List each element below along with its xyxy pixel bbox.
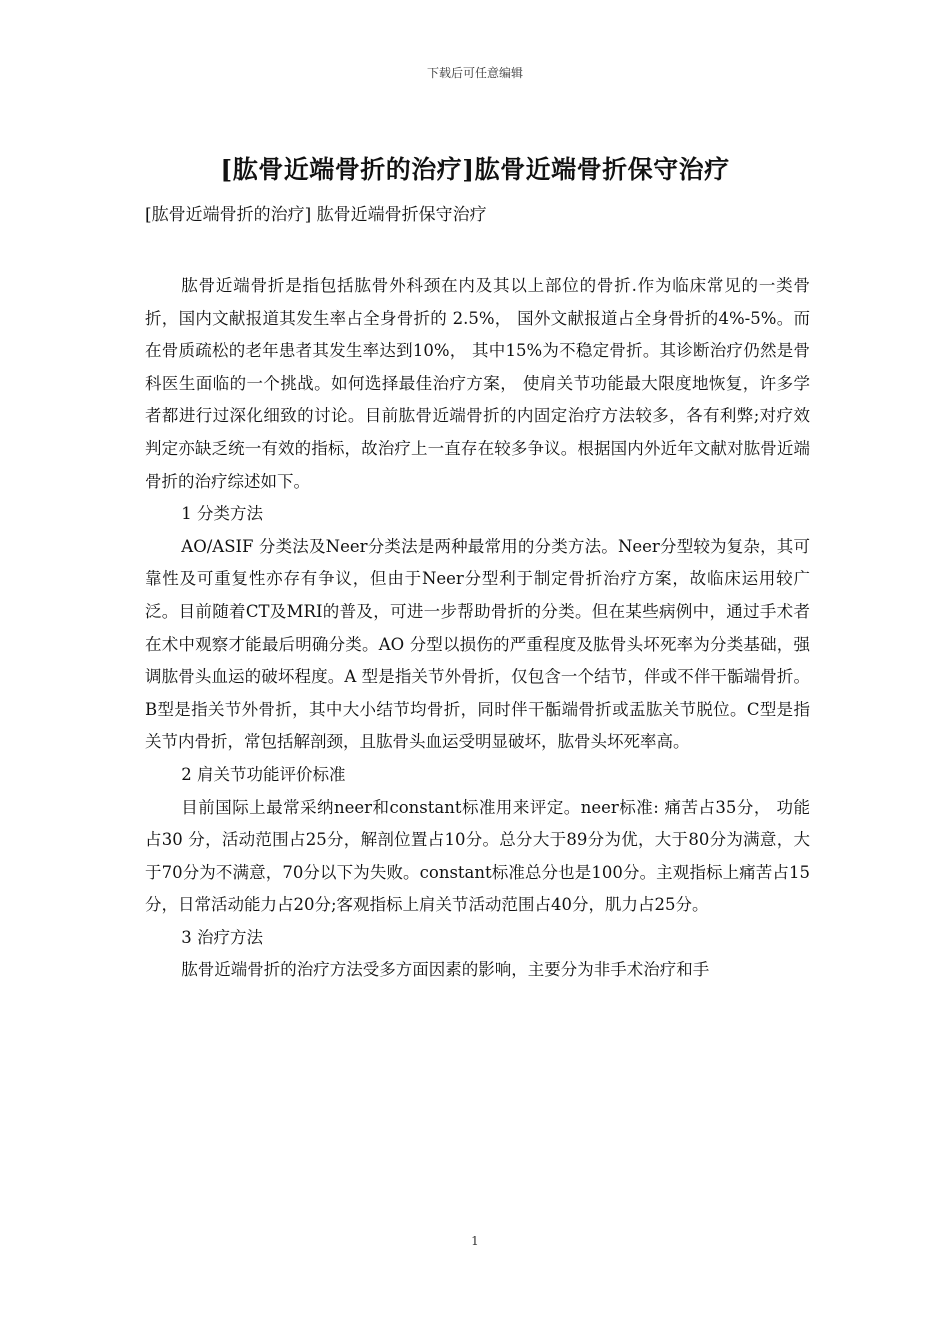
document-body xyxy=(145,270,810,987)
paragraph-evaluation: 目前国际上最常采纳neer和constant标准用来评定。neer标准: 痛苦占35分， 功能占30 分，活动范围占25分，解剖位置占10分。总分大于89分为优，大于80分为满意，大于70分为不满意，70分以下为失败。constant标准总分也是100分。主观指标上痛苦占15分，日常活动能力占20分;客观指标上肩关节活动范围占40分，肌力占25分。 xyxy=(145,797,810,915)
document-title: [肱骨近端骨折的治疗]肱骨近端骨折保守治疗 xyxy=(220,155,730,184)
paragraph-intro: 肱骨近端骨折是指包括肱骨外科颈在内及其以上部位的骨折.作为临床常见的一类骨折，国内文献报道其发生率占全身骨折的 2.5%， 国外文献报道占全身骨折的4%-5%。而在骨质疏松的老年患者其发生率达到10%， 其中15%为不稳定骨折。其诊断治疗仍然是骨科医生面临的一个挑战。如何选择最佳治疗方案， 使肩关节功能最大限度地恢复，许多学者都进行过深化细致的讨论。目前肱骨近端骨折的内固定治疗方法较多，各有利弊;对疗效判定亦缺乏统一有效的指标，故治疗上一直存在较多争议。根据国内外近年文献对肱骨近端骨折的治疗综述如下。 xyxy=(145,276,810,491)
page-number: 1 xyxy=(471,1234,479,1248)
paragraph-treatment: 肱骨近端骨折的治疗方法受多方面因素的影响，主要分为非手术治疗和手 xyxy=(181,960,710,980)
section-heading-classification: 1 分类方法 xyxy=(181,504,264,524)
section-heading-evaluation: 2 肩关节功能评价标准 xyxy=(181,764,346,784)
page-header: 下载后可任意编辑 xyxy=(426,66,523,80)
paragraph-classification: AO/ASIF 分类法及Neer分类法是两种最常用的分类方法。Neer分型较为复杂，其可靠性及可重复性亦存有争议，但由于Neer分型利于制定骨折治疗方案，故临床运用较广泛。目前随着CT及MRI的普及，可进一步帮助骨折的分类。但在某些病例中，通过手术者在术中观察才能最后明确分类。AO 分型以损伤的严重程度及肱骨头坏死率为分类基础，强调肱骨头血运的破坏程度。A 型是指关节外骨折，仅包含一个结节，伴或不伴干骺端骨折。B型是指关节外骨折，其中大小结节均骨折，同时伴干骺端骨折或盂肱关节脱位。C型是指关节内骨折，常包括解剖颈，且肱骨头血运受明显破坏，肱骨头坏死率高。 xyxy=(145,536,810,752)
document-subtitle: [肱骨近端骨折的治疗] 肱骨近端骨折保守治疗 xyxy=(145,205,487,225)
section-heading-treatment: 3 治疗方法 xyxy=(181,927,264,947)
